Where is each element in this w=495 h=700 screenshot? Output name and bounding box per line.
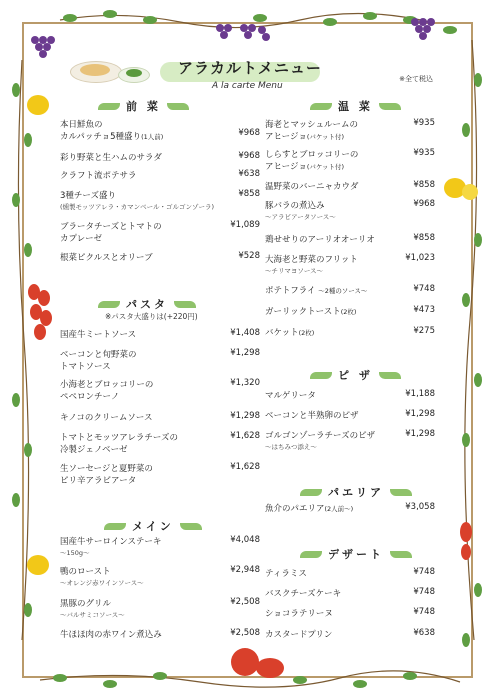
menu-subtitle: A la carte Menu [212,81,283,91]
pasta-dish-icon [70,55,155,85]
menu-title: アラカルトメニュー [178,59,322,77]
vine-leaf-icon [180,523,202,530]
menu-item: ガーリックトースト(2枚) ¥473 [265,305,435,317]
menu-item: 豚バラの煮込み 〜アラビアータソース〜 ¥968 [265,199,435,221]
menu-item: 温野菜のバーニャカウダ ¥858 [265,180,435,192]
menu-item: 海老とマッシュルームの アヒージョ(バケット付) ¥935 [265,118,435,142]
vine-leaf-icon [98,103,120,110]
menu-item: 国産牛ミートソース ¥1,408 [60,328,260,340]
vine-leaf-icon [98,301,120,308]
menu-item: 彩り野菜と生ハムのサラダ ¥968 [60,151,260,163]
vine-leaf-icon [167,103,189,110]
section-heading-dessert: デザート [300,546,412,562]
menu-item: 生ソーセージと夏野菜の ピリ辛アラビアータ ¥1,628 [60,462,260,486]
menu-item: ベーコンと旬野菜の トマトソース ¥1,298 [60,348,260,372]
menu-item: バケット(2枚) ¥275 [265,326,435,338]
section-heading-zensai: 前 菜 [98,98,189,114]
menu-item: ベーコンと半熟卵のピザ ¥1,298 [265,409,435,421]
vine-leaf-icon [174,301,196,308]
pasta-note: ※パスタ大盛りは(+220円) [105,312,198,321]
menu-item: 小海老とブロッコリーの ペペロンチーノ ¥1,320 [60,378,260,402]
menu-item: ティラミス ¥748 [265,567,435,579]
menu-item: マルゲリータ ¥1,188 [265,389,435,401]
section-heading-pasta: パスタ [98,296,196,312]
menu-item: 根菜ピクルスとオリーブ ¥528 [60,251,260,263]
vine-leaf-icon [390,551,412,558]
menu-item: ゴルゴンゾーラチーズのピザ 〜はちみつ添え〜 ¥1,298 [265,429,435,451]
menu-item: 3種チーズ盛り (燻製モッツアレラ・カマンベール・ゴルゴンゾーラ) ¥858 [60,189,260,211]
vine-leaf-icon [310,103,332,110]
menu-item: 本日鮮魚の カルパッチョ5種盛り(1人前) ¥968 [60,120,260,142]
section-heading-pizza: ピ ザ [310,367,401,383]
menu-item: カスタードプリン ¥638 [265,628,435,640]
section-heading-main: メイン [104,518,202,534]
vine-leaf-icon [379,372,401,379]
vine-leaf-icon [300,489,322,496]
menu-item: バスクチーズケーキ ¥748 [265,587,435,599]
section-heading-paella: パエリア [300,484,412,500]
vine-leaf-icon [104,523,126,530]
menu-item: 黒豚のグリル 〜バルサミコソース〜 ¥2,508 [60,597,260,619]
menu-item: 鴨のロースト 〜オレンジ赤ワインソース〜 ¥2,948 [60,565,260,587]
menu-item: 大海老と野菜のフリット 〜チリマヨソース〜 ¥1,023 [265,253,435,275]
vine-leaf-icon [390,489,412,496]
menu-item: 鶏せせりのアーリオオーリオ ¥858 [265,233,435,245]
vine-leaf-icon [379,103,401,110]
menu-item: トマトとモッツアレラチーズの 冷製ジェノベーゼ ¥1,628 [60,431,260,455]
vine-leaf-icon [310,372,332,379]
menu-item: 牛ほほ肉の赤ワイン煮込み ¥2,508 [60,628,260,640]
menu-item: ポテトフライ 〜2種のソース〜 ¥748 [265,284,435,296]
menu-item: クラフト流ポテサラ ¥638 [60,169,260,181]
section-heading-onsai: 温 菜 [310,98,401,114]
menu-item: ショコラテリーヌ ¥748 [265,607,435,619]
menu-item: 魚介のパエリア(2人前〜) ¥3,058 [265,502,435,514]
menu-item: ブラータチーズとトマトの カプレーゼ ¥1,089 [60,220,260,244]
menu-item: 国産牛サーロインステーキ 〜150g〜 ¥4,048 [60,535,260,557]
tax-note: ※全て税込 [399,75,433,83]
menu-item: しらすとブロッコリーの アヒージョ(バケット付) ¥935 [265,148,435,172]
menu-item: キノコのクリームソース ¥1,298 [60,411,260,423]
vine-leaf-icon [300,551,322,558]
